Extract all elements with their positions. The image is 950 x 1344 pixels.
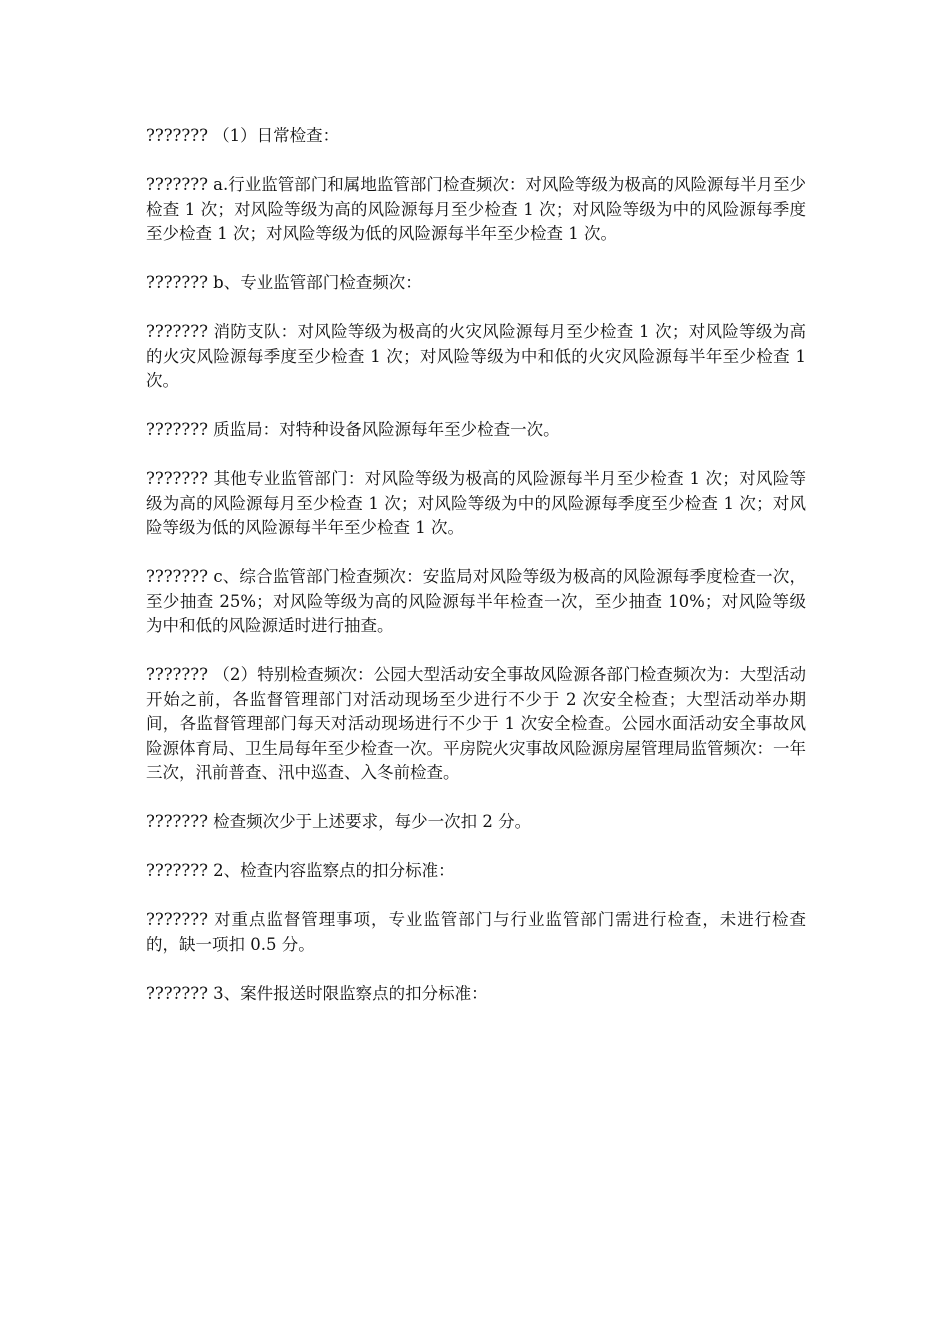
paragraph-frequency-penalty: ??????? 检查频次少于上述要求，每少一次扣 2 分。	[146, 812, 532, 831]
paragraph-special-inspection: ??????? （2）特别检查频次：公园大型活动安全事故风险源各部门检查频次为：大型活动开始之前，各监督管理部门对活动现场至少进行不少于 2 次安全检查；大型活动举办期间，各监督管理部门每天对活动现场进行不少于 1 次安全检查。公园水面活动安全事故风险源体育局、卫生局每年至少检查一次。平房院火灾事故风险源房屋管理局监管频次：一年三次，汛前普查、汛中巡查、入冬前检查。	[146, 665, 806, 782]
paragraph-comprehensive-frequency: ??????? c、综合监管部门检查频次：安监局对风险等级为极高的风险源每季度检查一次，至少抽查 25%；对风险等级为高的风险源每半年检查一次，至少抽查 10%；对风险等级为中和低的风险源适时进行抽查。	[146, 567, 806, 635]
paragraph-industry-frequency: ??????? a.行业监管部门和属地监管部门检查频次：对风险等级为极高的风险源每半月至少检查 1 次；对风险等级为高的风险源每月至少检查 1 次；对风险等级为中的风险源每季度至少检查 1 次；对风险等级为低的风险源每半年至少检查 1 次。	[146, 175, 806, 243]
paragraph-reporting-heading: ??????? 3、案件报送时限监察点的扣分标准：	[146, 983, 488, 1003]
paragraph-specialized-heading: ??????? b、专业监管部门检查频次：	[146, 273, 422, 292]
document-page	[146, 124, 806, 1031]
paragraph-content-heading: ??????? 2、检查内容监察点的扣分标准：	[146, 861, 455, 880]
paragraph-other-departments: ??????? 其他专业监管部门：对风险等级为极高的风险源每半月至少检查 1 次；对风险等级为高的风险源每月至少检查 1 次；对风险等级为中的风险源每季度至少检查 1 次；对风险等级为低的风险源每半年至少检查 1 次。	[146, 469, 806, 537]
paragraph-content-penalty: ??????? 对重点监督管理事项，专业监管部门与行业监管部门需进行检查，未进行检查的，缺一项扣 0.5 分。	[146, 910, 806, 954]
paragraph-quality-bureau: ??????? 质监局：对特种设备风险源每年至少检查一次。	[146, 420, 560, 439]
paragraph-daily-inspection-heading: ??????? （1）日常检查：	[146, 126, 340, 145]
paragraph-fire-brigade: ??????? 消防支队：对风险等级为极高的火灾风险源每月至少检查 1 次；对风险等级为高的火灾风险源每季度至少检查 1 次；对风险等级为中和低的火灾风险源每半年至少检查 1 次。	[146, 322, 806, 390]
